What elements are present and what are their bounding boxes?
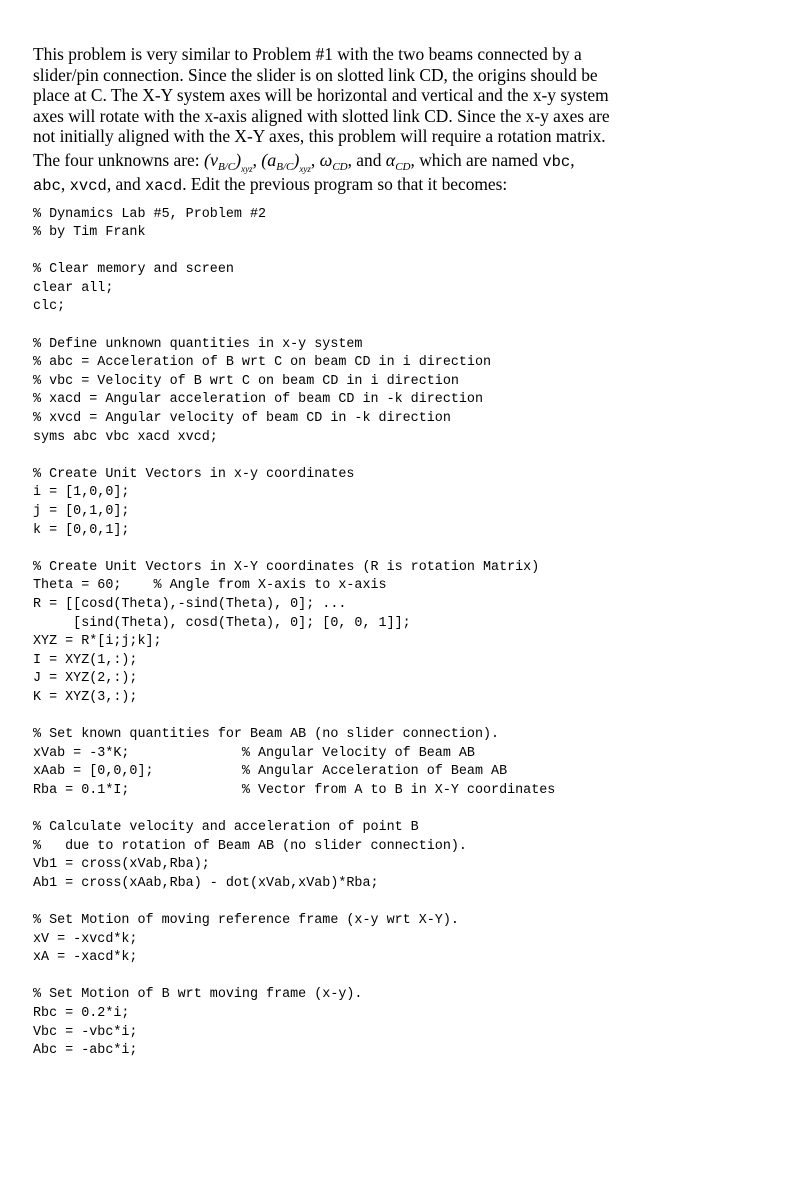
code-line: K = XYZ(3,:);	[33, 689, 138, 705]
code-comment-line: % Set Motion of B wrt moving frame (x-y).	[33, 987, 363, 1003]
code-line: clear all;	[33, 280, 114, 296]
intro-line: This problem is very similar to Problem #1 with the two beams connected by a	[33, 44, 582, 64]
intro-line: place at C. The X-Y system axes will be horizontal and vertical and the x-y system	[33, 85, 609, 105]
code-line: J = XYZ(2,:);	[33, 671, 138, 687]
code-comment-line: % Define unknown quantities in x-y system	[33, 336, 363, 352]
intro-line: not initially aligned with the X-Y axes, this problem will require a rotation matrix.	[33, 126, 606, 146]
code-line: Abc = -abc*i;	[33, 1043, 138, 1059]
code-line: Theta = 60; % Angle from X-axis to x-axis	[33, 578, 387, 594]
code-comment-line: % Create Unit Vectors in X-Y coordinates (R is rotation Matrix)	[33, 559, 540, 575]
code-line: [sind(Theta), cosd(Theta), 0]; [0, 0, 1]];	[33, 615, 411, 631]
code-line: j = [0,1,0];	[33, 504, 130, 519]
code-line: I = XYZ(1,:);	[33, 652, 138, 668]
variable-name-vbc: vbc	[542, 152, 571, 171]
code-blank-line	[33, 243, 753, 262]
code-line: clc;	[33, 299, 66, 315]
intro-paragraph	[33, 44, 753, 197]
unknown-acceleration-symbol: $(a_{B/C})_{xyz}$	[261, 149, 311, 174]
code-line: R = [[cosd(Theta),-sind(Theta), 0]; ...	[33, 596, 347, 612]
intro-line: slider/pin connection. Since the slider is on slotted link CD, the origins should be	[33, 64, 598, 85]
code-comment-line: % Set known quantities for Beam AB (no slider connection).	[33, 727, 500, 743]
code-blank-line	[33, 708, 753, 727]
code-blank-line	[33, 447, 753, 466]
code-line: Vbc = -vbc*i;	[33, 1024, 138, 1040]
variable-names-line: abc, xvcd, and xacd. Edit the previous program so that it becomes:	[33, 173, 508, 195]
matlab-code-block	[33, 206, 753, 1061]
code-blank-line	[33, 317, 753, 336]
code-line: xAab = [0,0,0]; % Angular Acceleration of Beam AB	[33, 764, 508, 780]
code-line: k = [0,0,1];	[33, 522, 130, 538]
code-blank-line	[33, 893, 753, 912]
code-line: xVab = -3*K; % Angular Velocity of Beam AB	[33, 745, 475, 761]
variable-name-xacd: xacd	[144, 176, 183, 195]
code-comment-line: % abc = Acceleration of B wrt C on beam CD in i direction	[33, 355, 492, 371]
unknowns-prefix: The four unknowns are:	[33, 149, 204, 170]
unknown-velocity-symbol: $(v_{B/C})_{xyz}$	[203, 149, 253, 174]
code-line: syms abc vbc xacd xvcd;	[33, 429, 218, 445]
code-comment-line: % xacd = Angular acceleration of beam CD in -k direction	[33, 392, 483, 408]
code-line: Rba = 0.1*I; % Vector from A to B in X-Y coordinates	[33, 782, 556, 798]
code-line: Vb1 = cross(xVab,Rba);	[33, 857, 210, 873]
code-comment-line: % Set Motion of moving reference frame (x-y wrt X-Y).	[33, 913, 459, 929]
variable-name-xvcd: xvcd	[69, 176, 107, 195]
code-blank-line	[33, 801, 753, 820]
variable-name-abc: abc	[33, 176, 61, 195]
code-blank-line	[33, 968, 753, 987]
code-line: XYZ = R*[i;j;k];	[33, 634, 162, 650]
code-comment-line: % vbc = Velocity of B wrt C on beam CD in i direction	[33, 373, 459, 389]
code-line: Rbc = 0.2*i;	[33, 1006, 130, 1022]
document-page	[33, 44, 753, 1061]
code-line: xA = -xacd*k;	[33, 950, 138, 966]
unknowns-line: The four unknowns are: $(v_{B/C})_{xyz}$, $(a_{B/C})_{xyz}$, $\omega_{CD}$, and $\alpha_{CD}$, which are named vbc,	[33, 149, 575, 174]
code-comment-line: % Clear memory and screen	[33, 262, 234, 278]
code-comment-line: % Dynamics Lab #5, Problem #2	[33, 206, 267, 222]
code-line: xV = -xvcd*k;	[33, 931, 138, 947]
intro-line: axes will rotate with the x-axis aligned with slotted link CD. Since the x-y axes are	[33, 105, 610, 126]
unknown-omega-symbol: $\omega_{CD}$	[319, 149, 348, 173]
code-comment-line: % Calculate velocity and acceleration of point B	[33, 820, 419, 836]
code-comment-line: % by Tim Frank	[33, 225, 146, 241]
unknown-alpha-symbol: $\alpha_{CD}$	[385, 149, 411, 173]
code-comment-line: % xvcd = Angular velocity of beam CD in -k direction	[33, 411, 451, 427]
code-comment-line: % Create Unit Vectors in x-y coordinates	[33, 466, 355, 482]
code-comment-line: % due to rotation of Beam AB (no slider connection).	[33, 838, 467, 854]
code-line: i = [1,0,0];	[33, 485, 130, 501]
code-line: Ab1 = cross(xAab,Rba) - dot(xVab,xVab)*Rba;	[33, 875, 379, 891]
code-blank-line	[33, 540, 753, 559]
